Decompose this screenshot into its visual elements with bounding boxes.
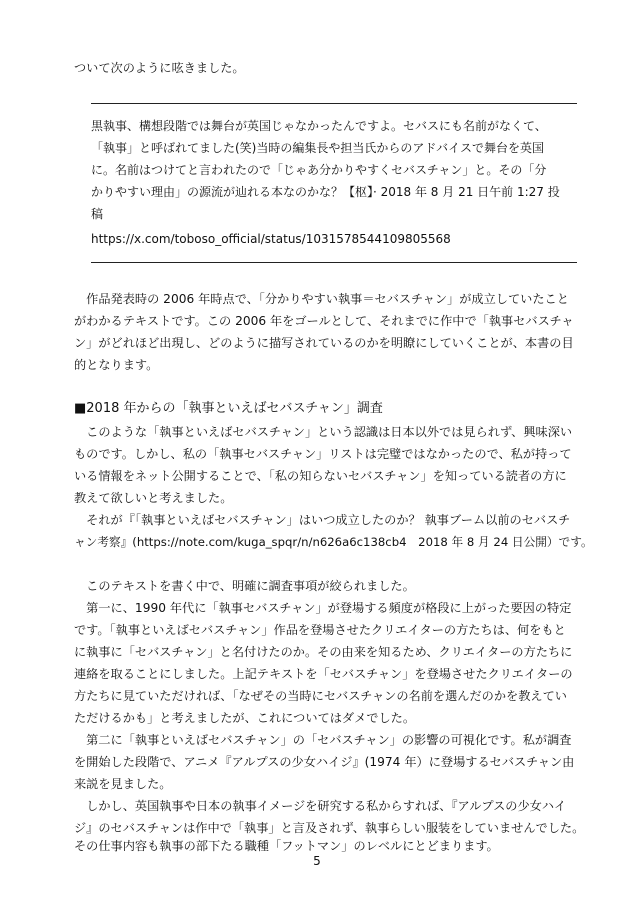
quote-line: 黒執事、構想段階では舞台が英国じゃなかったんですよ。セバスにも名前がなくて、 <box>91 119 547 133</box>
paragraph-line: ジ』のセバスチャンは作中で「執事」と言及されず、執事らしい服装をしていませんでした。 <box>74 821 585 835</box>
paragraph-line: です。「執事といえばセバスチャン」作品を登場させたクリエイターの方たちは、何をもと <box>74 623 566 637</box>
paragraph-line: このテキストを書く中で、明確に調査事項が絞られました。 <box>74 579 415 593</box>
paragraph-line: ャン考察』(https://note.com/kuga_spqr/n/n626a6c138cb4 2018 年 8 月 24 日公開）です。 <box>74 535 593 549</box>
paragraph-line: 連絡を取ることにしました。上記テキストを「セバスチャン」を登場させたクリエイターの <box>74 667 573 681</box>
section-heading: ■2018 年からの「執事といえばセバスチャン」調査 <box>74 401 383 416</box>
paragraph-line: に執事に「セバスチャン」と名付けたのか。その由来を知るため、クリエイターの方たちに <box>74 645 573 659</box>
paragraph-line: 方たちに見ていただければ、「なぜその当時にセバスチャンの名前を選んだのかを教えてい <box>74 689 567 703</box>
quote-top-rule <box>91 103 577 104</box>
paragraph-line: 第一に、1990 年代に「執事セバスチャン」が登場する頻度が格段に上がった要因の特定 <box>74 601 572 615</box>
quote-url: https://x.com/toboso_official/status/1031578544109805568 <box>91 232 451 246</box>
quote-line: に。名前はつけてと言われたので「じゃあ分かりやすくセバスチャン」と。その「分 <box>91 163 547 177</box>
paragraph-line: それが『「執事といえばセバスチャン」はいつ成立したのか？ 執事ブーム以前のセバスチ <box>74 513 571 527</box>
paragraph-line: 的となります。 <box>74 358 159 372</box>
paragraph-line: このような「執事といえばセバスチャン」という認識は日本以外では見られず、興味深い <box>74 425 573 439</box>
paragraph-line: 来説を見ました。 <box>74 777 172 791</box>
page-number: 5 <box>313 854 321 868</box>
paragraph-line: 教えて欲しいと考えました。 <box>74 491 233 505</box>
paragraph-line: いる情報をネット公開することで、「私の知らないセバスチャン」を知っている読者の方に <box>74 469 567 483</box>
paragraph-line: がわかるテキストです。この 2006 年をゴールとして、それまでに作中で「執事セバスチャ <box>74 314 574 328</box>
paragraph-line: を開始した段階で、アニメ『アルプスの少女ハイジ』(1974 年）に登場するセバスチャン由 <box>74 755 575 769</box>
quote-line: かりやすい理由」の源流が辿れる本なのかな？【枢】· 2018 年 8 月 21 日午前 1:27 投 <box>91 185 560 199</box>
paragraph-line: ただけるかも」と考えましたが、これについてはダメでした。 <box>74 711 416 725</box>
paragraph-line: その仕事内容も執事の部下たる職種「フットマン」のレベルにとどまります。 <box>74 839 499 853</box>
paragraph-line: 第二に「執事といえばセバスチャン」の「セバスチャン」の影響の可視化です。私が調査 <box>74 733 572 747</box>
quote-line: 「執事」と呼ばれてました(笑)当時の編集長や担当氏からのアドバイスで舞台を英国 <box>91 141 545 155</box>
paragraph-line: ものです。しかし、私の「執事セバスチャン」リストは完璧ではなかったので、私が持って <box>74 447 572 461</box>
paragraph-line: 作品発表時の 2006 年時点で、「分かりやすい執事＝セバスチャン」が成立していたこと <box>74 292 569 306</box>
quote-line: 稿 <box>91 207 104 221</box>
intro-line: ついて次のように呟きました。 <box>74 61 245 75</box>
quote-bottom-rule <box>91 262 577 263</box>
paragraph-line: ン」がどれほど出現し、どのように描写されているのかを明瞭にしていくことが、本書の目 <box>74 336 574 350</box>
paragraph-line: しかし、英国執事や日本の執事イメージを研究する私からすれば、『アルプスの少女ハイ <box>74 799 567 813</box>
